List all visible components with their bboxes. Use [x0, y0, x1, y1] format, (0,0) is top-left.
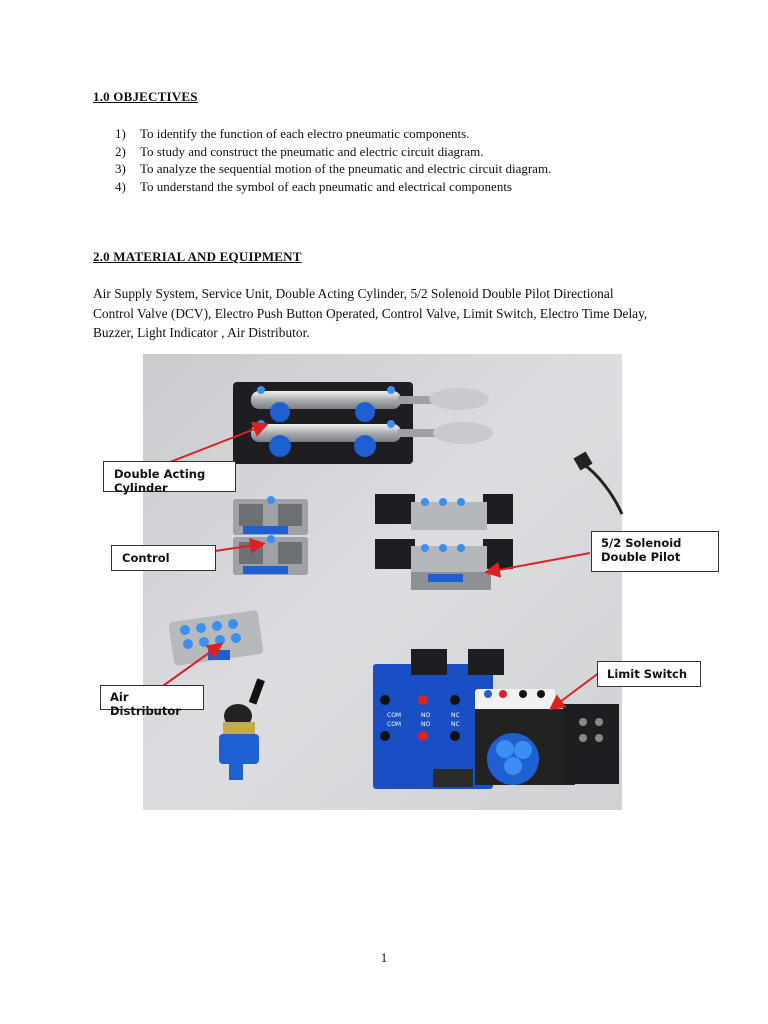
module-label: COM: [387, 721, 402, 728]
materials-paragraph: Air Supply System, Service Unit, Double Acting Cylinder, 5/2 Solenoid Double Pilot Directional Control Valve (DCV), Electro Push Button Operated, Control Valve, Limit Switch, Electro Time Delay, Buzzer, Light Indicator , Air Distributor.: [93, 286, 648, 340]
callout-air-distributor: Air Distributor: [100, 685, 204, 710]
arrow-control: [215, 544, 262, 551]
module-label: COM: [387, 712, 402, 719]
callout-cylinder: Double Acting Cylinder: [103, 461, 236, 492]
materials-heading: 2.0 MATERIAL AND EQUIPMENT: [93, 249, 302, 264]
list-item: 4) To understand the symbol of each pneumatic and electrical components: [115, 178, 512, 194]
module-label: NO: [421, 712, 431, 719]
module-label: NC: [451, 712, 460, 719]
list-item: 1) To identify the function of each electro pneumatic components.: [115, 126, 470, 141]
arrow-cylinder: [170, 425, 265, 462]
objectives-heading: 1.0 OBJECTIVES: [93, 89, 198, 104]
callout-solenoid: 5/2 Solenoid Double Pilot: [591, 531, 719, 572]
callout-limit-switch: Limit Switch: [597, 661, 701, 687]
module-label: NO: [421, 721, 431, 728]
list-item: 3) To analyze the sequential motion of the pneumatic and electric circuit diagram.: [115, 161, 552, 176]
arrow-solenoid: [488, 553, 590, 572]
callout-control: Control: [111, 545, 216, 571]
arrow-air: [160, 645, 220, 688]
module-label: NC: [451, 721, 460, 728]
list-item: 2) To study and construct the pneumatic and electric circuit diagram.: [115, 143, 484, 159]
page-number: 1: [380, 950, 388, 965]
arrow-limit: [552, 672, 600, 708]
